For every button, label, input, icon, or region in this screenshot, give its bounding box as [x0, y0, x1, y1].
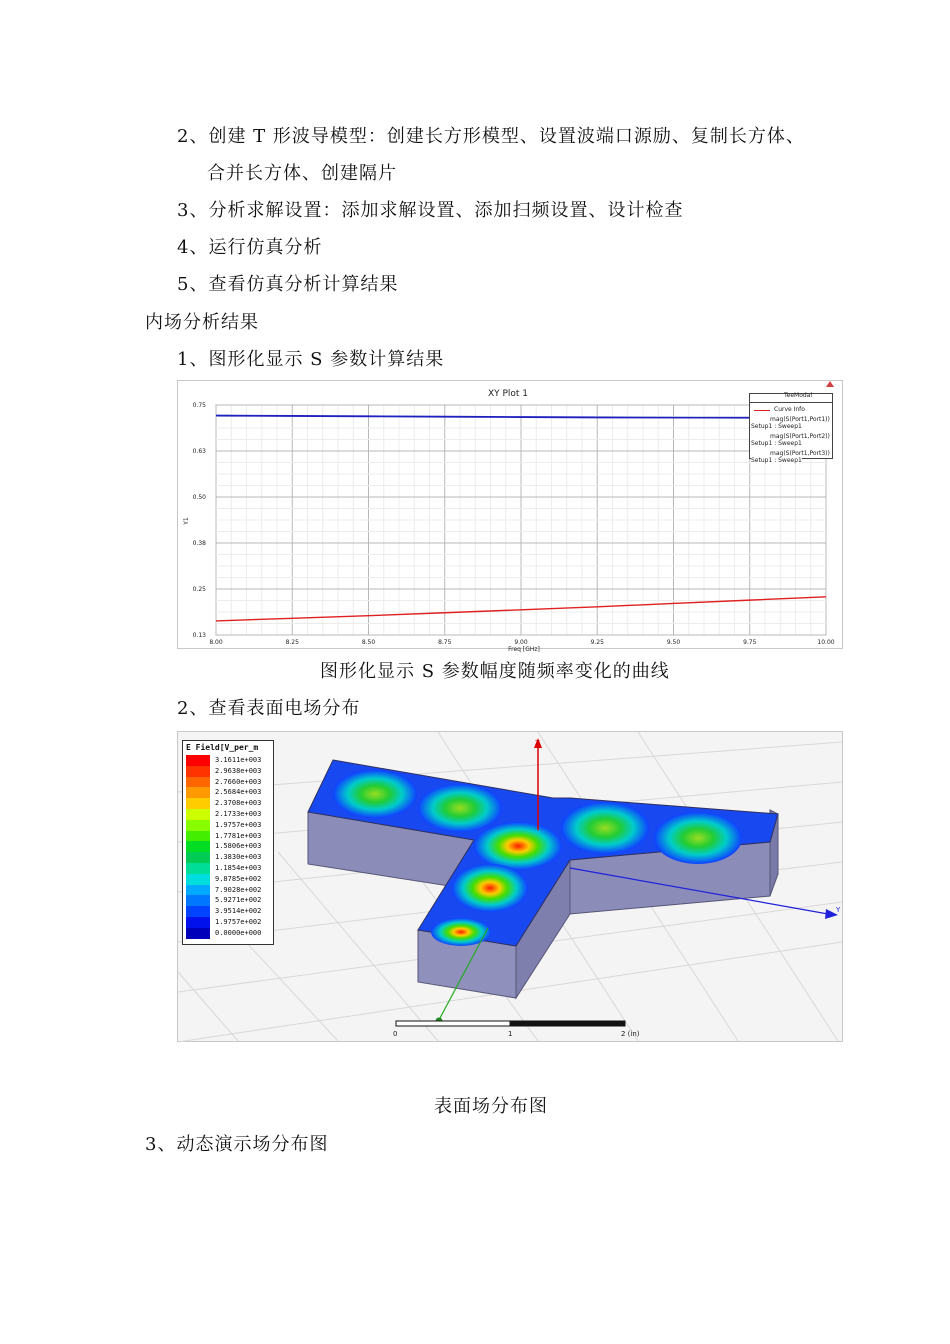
color-swatch	[186, 885, 210, 896]
field-spot-6	[452, 864, 528, 912]
figure-caption-1: 图形化显示 S 参数幅度随频率变化的曲线	[320, 661, 670, 682]
y-tick-label: 0.75	[192, 402, 206, 409]
step-3: 3、分析求解设置：添加求解设置、添加扫频设置、设计检查	[177, 200, 684, 221]
subheading-s-params: 1、图形化显示 S 参数计算结果	[177, 349, 445, 370]
color-level-label: 3.1611e+003	[215, 756, 262, 764]
legend-entry-3: mag(S(Port1,Port3))	[770, 450, 830, 457]
color-swatch	[186, 874, 210, 885]
color-swatch	[186, 852, 210, 863]
field-spot-4	[654, 812, 742, 864]
legend-entry-2: mag(S(Port1,Port2))	[770, 433, 830, 440]
field-spot-7	[431, 918, 491, 946]
x-tick-label: 8.00	[209, 639, 223, 646]
color-level-label: 1.7781e+003	[215, 831, 262, 840]
color-swatch	[186, 863, 210, 874]
field-spot-3	[561, 802, 649, 854]
xy-plot-figure	[177, 380, 843, 653]
plot-marker-icon	[826, 381, 834, 387]
legend-header: Curve Info	[774, 406, 805, 413]
z-axis-label: Z	[535, 739, 540, 747]
color-level-label: 2.3708e+003	[215, 799, 262, 808]
color-swatch	[186, 787, 210, 798]
color-swatch	[186, 841, 210, 852]
x-tick-label: 9.50	[666, 639, 681, 646]
x-tick-label: 8.50	[361, 639, 376, 646]
legend-entry-1-setup: Setup1 : Sweep1	[751, 423, 802, 430]
color-level-label: 1.9757e+003	[215, 820, 262, 829]
figure-caption-2: 表面场分布图	[434, 1096, 548, 1117]
color-level-label: 1.1854e+003	[215, 864, 262, 872]
legend-entry-2-setup: Setup1 : Sweep1	[751, 440, 802, 447]
y-tick-label: 0.25	[192, 586, 206, 593]
legend-entry-3-setup: Setup1 : Sweep1	[751, 457, 802, 464]
color-swatch	[186, 766, 210, 777]
step-5: 5、查看仿真分析计算结果	[177, 274, 399, 295]
x-tick-label: 9.25	[590, 639, 604, 646]
plot-legend	[749, 392, 833, 464]
x-tick-label: 8.75	[438, 639, 452, 646]
color-level-label: 1.5806e+003	[215, 842, 262, 851]
field-color-legend	[182, 740, 274, 945]
x-axis-label: Freq [GHz]	[508, 646, 540, 653]
x-tick-label: 10.00	[817, 639, 835, 646]
field-spot-1	[333, 770, 417, 818]
step-2-line-1: 2、创建 T 形波导模型：创建长方形模型、设置波端口源励、复制长方体、	[177, 126, 805, 147]
y-tick-label: 0.50	[192, 494, 206, 501]
x-tick-label: 9.75	[743, 639, 757, 646]
color-level-label: 5.9271e+002	[215, 896, 262, 905]
scale-label-2: 2 (in)	[621, 1030, 640, 1038]
x-tick-label: 9.00	[514, 639, 528, 646]
scale-bar-black	[510, 1021, 625, 1026]
color-swatch	[186, 928, 210, 939]
y-tick-label: 0.38	[192, 540, 206, 547]
section-title: 内场分析结果	[145, 312, 259, 333]
field-spot-2	[418, 784, 502, 832]
color-level-label: 3.9514e+002	[215, 907, 262, 916]
color-swatch	[186, 798, 210, 809]
color-level-label: 1.3830e+003	[215, 853, 262, 862]
subheading-animation: 3、动态演示场分布图	[145, 1134, 329, 1155]
color-level-label: 0.0000e+000	[215, 928, 262, 937]
xy-plot-svg	[178, 381, 842, 653]
color-swatch	[186, 820, 210, 831]
color-level-label: 7.9028e+002	[215, 885, 262, 894]
chart-title: XY Plot 1	[487, 389, 529, 399]
legend-entry-1: mag(S(Port1,Port1))	[770, 416, 830, 423]
legend-title: TeeModal	[784, 392, 813, 399]
color-swatch	[186, 906, 210, 917]
legend-swatch-s11	[754, 410, 770, 411]
color-swatch	[186, 917, 210, 928]
step-2-line-2: 合并长方体、创建隔片	[207, 163, 397, 184]
color-swatch	[186, 831, 210, 842]
color-level-label: 9.8785e+002	[215, 874, 262, 883]
scale-label-0: 0	[393, 1030, 398, 1038]
surface-field-figure	[177, 731, 843, 1042]
x-tick-label: 8.25	[285, 639, 299, 646]
color-level-label: 2.9638e+003	[215, 766, 262, 775]
color-level-label: 2.1733e+003	[215, 810, 262, 818]
scale-label-1: 1	[508, 1030, 513, 1038]
color-level-label: 2.5684e+003	[215, 788, 262, 797]
y-axis-label: Y	[836, 906, 841, 914]
color-level-label: 1.9757e+002	[215, 918, 262, 926]
color-swatch	[186, 755, 210, 766]
color-legend-title: E Field[V_per_m	[186, 743, 259, 752]
color-swatch	[186, 777, 210, 788]
y-tick-label: 0.13	[192, 632, 206, 639]
color-level-label: 2.7660e+003	[215, 777, 262, 786]
y-axis-label: Y1	[183, 517, 190, 525]
step-4: 4、运行仿真分析	[177, 237, 323, 258]
field-scene-svg	[178, 732, 842, 1041]
subheading-surface-field: 2、查看表面电场分布	[177, 698, 361, 719]
scale-bar-white	[396, 1021, 510, 1026]
color-swatch	[186, 895, 210, 906]
field-spot-5	[474, 822, 562, 870]
y-tick-label: 0.63	[192, 448, 206, 455]
color-swatch	[186, 809, 210, 820]
